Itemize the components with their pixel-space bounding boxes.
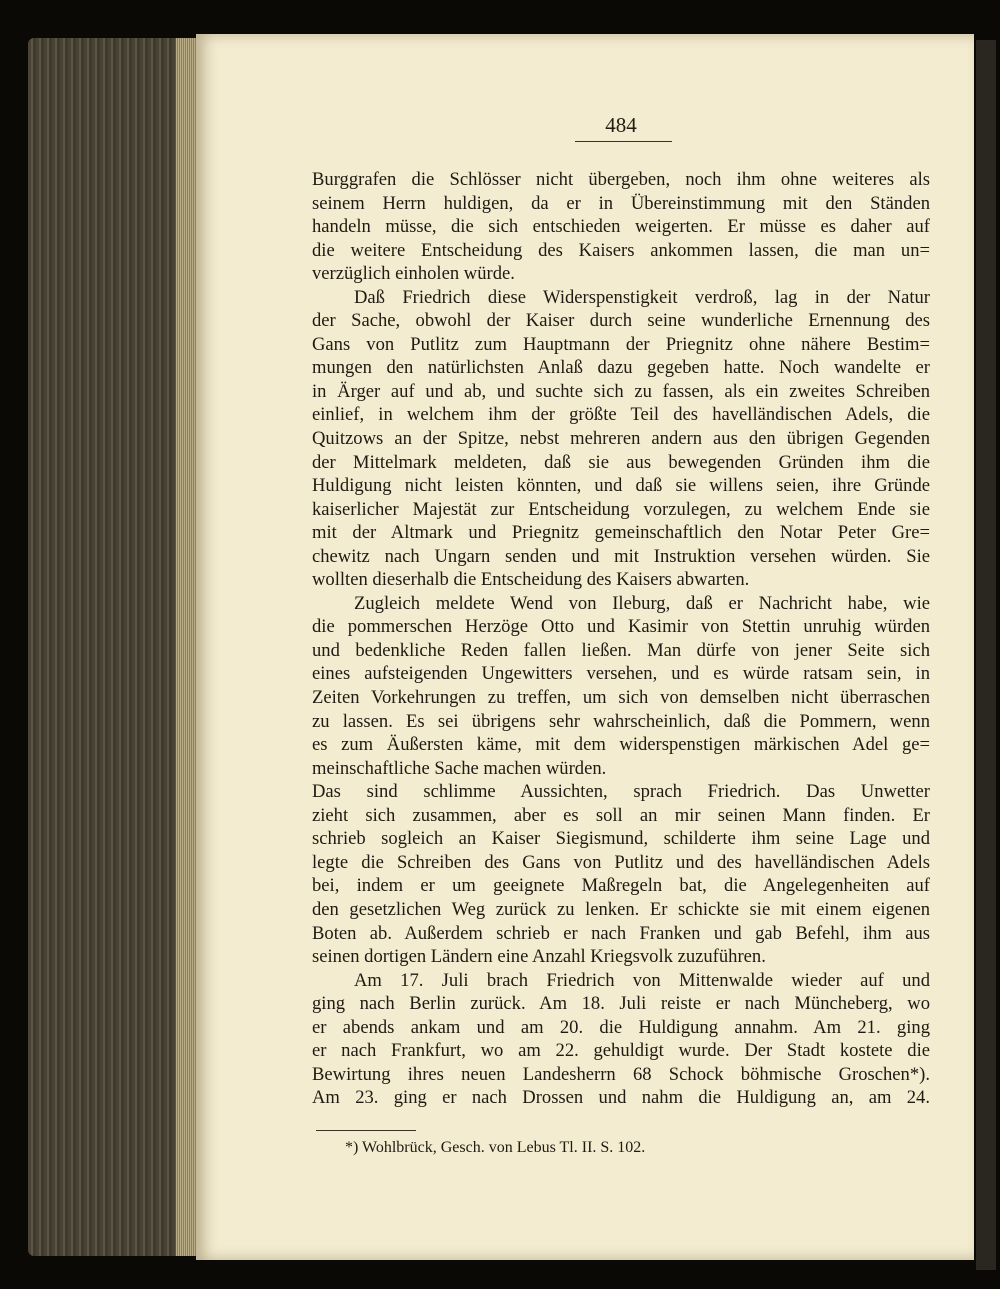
header-rule [575, 141, 672, 142]
text-line: er nach Frankfurt, wo am 22. gehuldigt wurde. Der Stadt kostete die [312, 1040, 930, 1062]
text-line: es zum Äußersten käme, mit dem widerspenstigen märkischen Adel ge= [312, 734, 930, 756]
text-line: wollten dieserhalb die Entscheidung des Kaisers abwarten. [312, 569, 750, 591]
text-line: seinen dortigen Ländern eine Anzahl Kriegsvolk zuzuführen. [312, 946, 766, 968]
footnote-rule [316, 1130, 416, 1131]
text-line: kaiserlicher Majestät zur Entscheidung vorzulegen, zu welchem Ende sie [312, 498, 930, 520]
text-line: der Sache, obwohl der Kaiser durch seine wunderliche Ernennung des [312, 310, 930, 332]
text-line: handeln müsse, die sich entschieden weigerten. Er müsse es daher auf [312, 216, 930, 238]
footnote: *) Wohlbrück, Gesch. von Lebus Tl. II. S. 102. [345, 1139, 646, 1156]
text-line: zu lassen. Es sei übrigens sehr wahrscheinlich, daß die Pommern, wenn [312, 710, 930, 732]
text-line: Daß Friedrich diese Widerspenstigkeit verdroß, lag in der Natur [354, 286, 930, 308]
text-line: zieht sich zusammen, aber es soll an mir seinen Mann finden. Er [312, 804, 930, 826]
text-line: er abends ankam und am 20. die Huldigung annahm. Am 21. ging [312, 1016, 930, 1038]
text-line: der Mittelmark meldeten, daß sie aus bewegenden Gründen ihm die [312, 451, 930, 473]
page-number: 484 [605, 113, 637, 137]
text-line: Zeiten Vorkehrungen zu treffen, um sich von demselben nicht überraschen [312, 687, 930, 709]
text-line: Burggrafen die Schlösser nicht übergeben, noch ihm ohne weiteres als [312, 169, 930, 190]
text-line: schrieb sogleich an Kaiser Siegismund, schilderte ihm seine Lage und [312, 828, 930, 850]
text-line: bei, indem er um geeignete Maßregeln bat, die Angelegenheiten auf [312, 875, 930, 897]
body-text [312, 168, 930, 1110]
text-line: ging nach Berlin zurück. Am 18. Juli reiste er nach Müncheberg, wo [312, 993, 930, 1015]
text-line: Bewirtung ihres neuen Landesherrn 68 Schock böhmische Groschen*). [312, 1063, 930, 1085]
text-line: die pommerschen Herzöge Otto und Kasimir von Stettin unruhig würden [312, 616, 930, 638]
text-line: einlief, in welchem ihm der größte Teil des havelländischen Adels, die [312, 404, 930, 426]
text-line: seinem Herrn huldigen, da er in Übereinstimmung mit den Ständen [312, 192, 930, 214]
text-line: den gesetzlichen Weg zurück zu lenken. Er schickte sie mit einem eigenen [312, 898, 930, 920]
text-line: chewitz nach Ungarn senden und mit Instruktion versehen würden. Sie [312, 545, 930, 567]
text-line: Boten ab. Außerdem schrieb er nach Franken und gab Befehl, ihm aus [312, 922, 930, 944]
text-line: Gans von Putlitz zum Hauptmann der Priegnitz ohne nähere Bestim= [312, 333, 930, 355]
text-line: Huldigung nicht leisten könnten, und daß sie willens seien, ihre Gründe [312, 475, 930, 497]
text-line: Zugleich meldete Wend von Ileburg, daß er Nachricht habe, wie [354, 592, 930, 614]
text-line: Am 17. Juli brach Friedrich von Mittenwalde wieder auf und [354, 969, 930, 991]
next-page-edge [976, 40, 996, 1270]
text-line: Am 23. ging er nach Drossen und nahm die Huldigung an, am 24. [312, 1087, 930, 1109]
text-line: mit der Altmark und Priegnitz gemeinschaftlich den Notar Peter Gre= [312, 522, 930, 544]
text-line: meinschaftliche Sache machen würden. [312, 757, 607, 779]
text-line: eines aufsteigenden Ungewitters versehen, und es würde ratsam sein, in [312, 663, 930, 685]
text-line: Das sind schlimme Aussichten, sprach Friedrich. Das Unwetter [312, 781, 930, 803]
text-line: legte die Schreiben des Gans von Putlitz und des havelländischen Adels [312, 851, 930, 873]
book-page-edges [28, 38, 198, 1256]
text-line: in Ärger auf und ab, und suchte sich zu fassen, als ein zweites Schreiben [312, 380, 930, 402]
text-line: Quitzows an der Spitze, nebst mehreren andern aus den übrigen Gegenden [312, 428, 930, 450]
text-line: mungen den natürlichsten Anlaß dazu gegeben hatte. Noch wandelte er [312, 357, 930, 379]
text-line: und bedenkliche Reden fallen ließen. Man dürfe von jener Seite sich [312, 639, 930, 661]
text-line: die weitere Entscheidung des Kaisers ankommen lassen, die man un= [312, 239, 930, 261]
text-line: verzüglich einholen würde. [312, 263, 515, 285]
